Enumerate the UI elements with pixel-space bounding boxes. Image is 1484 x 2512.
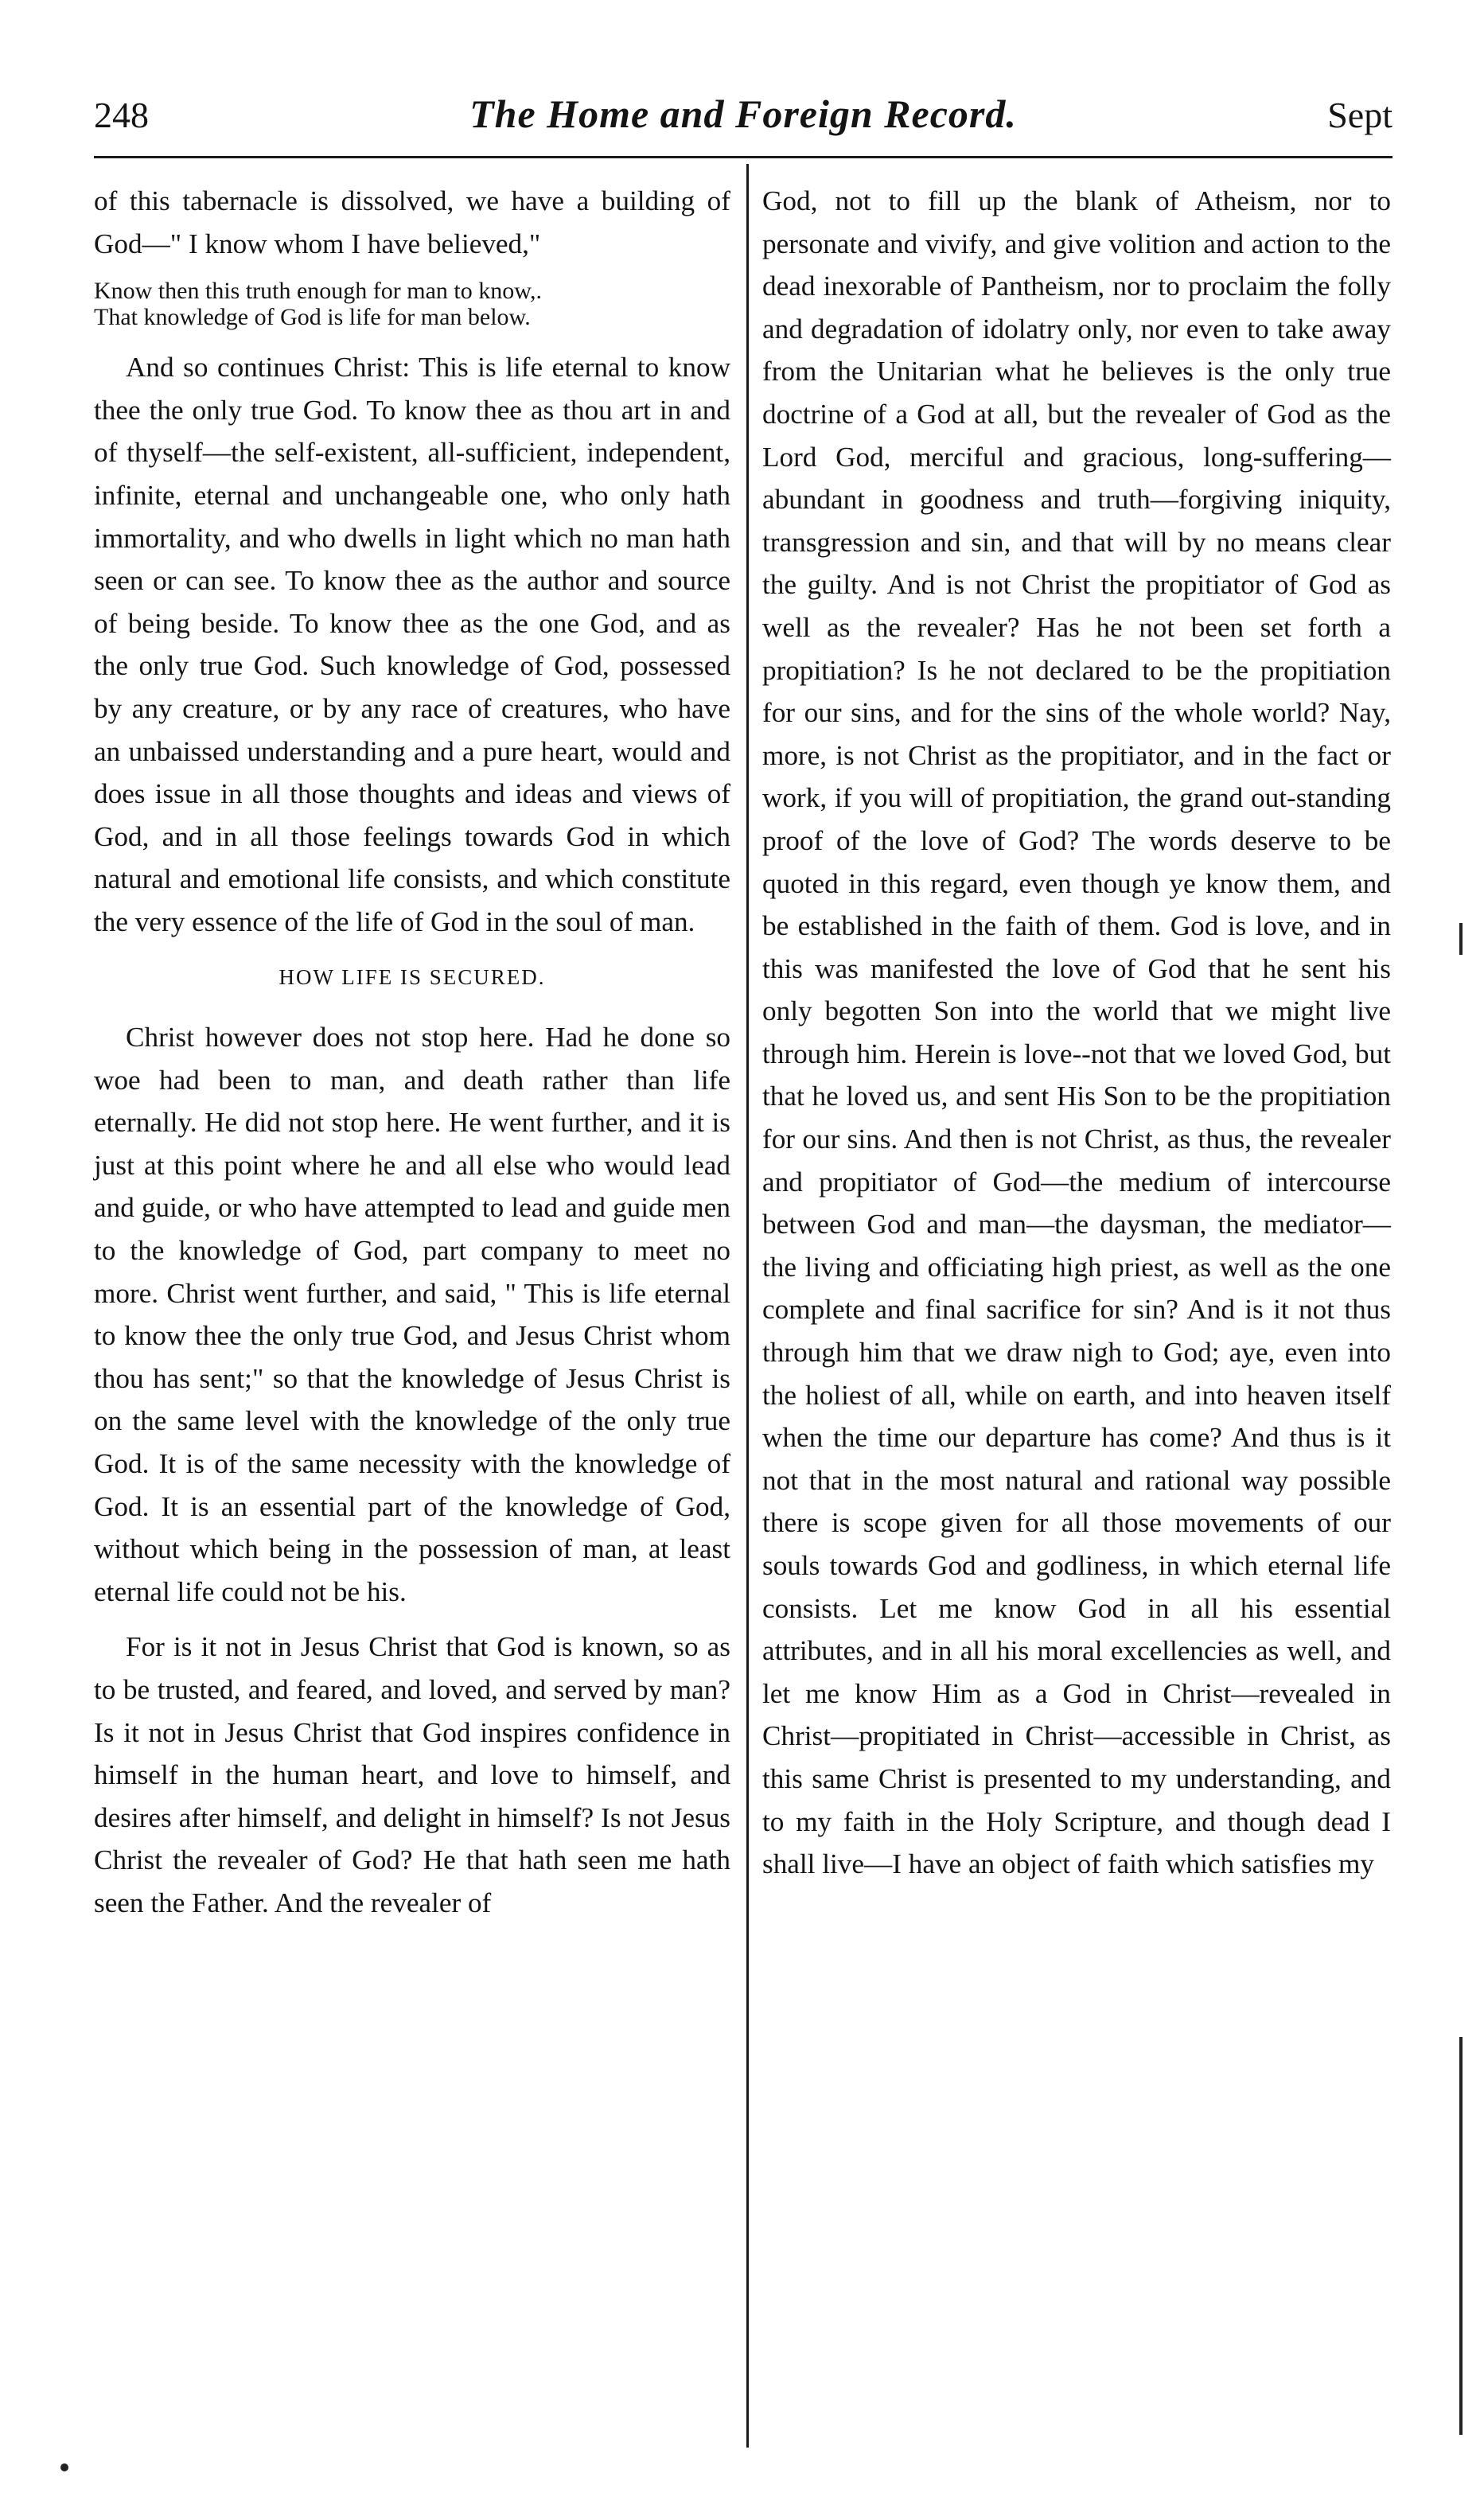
column-divider: [746, 164, 749, 2448]
left-paragraph-4: For is it not in Jesus Christ that God is known, so as to be trusted, and feared, and loved, and served by man? Is it not in Jesus Christ that God inspires confidence in himself in the human heart, and love to himself, and desires after himself, and delight in himself? Is not Jesus Christ the revealer of God? He that hath seen me hath seen the Father. And the revealer of: [94, 1631, 730, 1918]
left-column: [94, 180, 730, 1938]
left-paragraph-3: Christ however does not stop here. Had he done so woe had been to man, and death rather than life eternally. He did not stop here. He went further, and it is just at this point where he and all else who would lead and guide, or who have attempted to lead and guide men to the knowledge of God, part company to meet no more. Christ went further, and said, " This is life eternal to know thee the only true God, and Jesus Christ whom thou has sent;" so that the knowledge of Jesus Christ is on the same level with the knowledge of the only true God. It is of the same necessity with the knowledge of God. It is an essential part of the knowledge of God, without which being in the possession of man, at least eternal life could not be his.: [94, 1022, 730, 1607]
left-paragraph-1: of this tabernacle is dissolved, we have a building of God—" I know whom I have believed,": [94, 185, 730, 259]
running-title: The Home and Foreign Record.: [469, 92, 1017, 136]
verse-line-1: Know then this truth enough for man to know,.: [94, 278, 542, 305]
margin-mark: [1459, 923, 1463, 955]
right-column: [762, 180, 1391, 1899]
page-header: [94, 91, 1392, 154]
margin-edge-mark: [1459, 2037, 1463, 2435]
header-rule: [94, 156, 1392, 158]
margin-dot: [60, 2463, 68, 2471]
verse-line-2: That knowledge of God is life for man below.: [94, 304, 531, 331]
section-subheading: HOW LIFE IS SECURED.: [278, 964, 546, 989]
left-paragraph-2: And so continues Christ: This is life eternal to know thee the only true God. To know thee as thou art in and of thyself—the self-existent, all-sufficient, independent, infinite, eternal and unchangeable one, who only hath immortality, and who dwells in light which no man hath seen or can see. To know thee as the author and source of being beside. To know thee as the one God, and as the only true God. Such knowledge of God, possessed by any creature, or by any race of creatures, who have an unbaissed understanding and a pure heart, would and does issue in all those thoughts and ideas and views of God, and in all those feelings towards God in which natural and emotional life consists, and which constitute the very essence of the life of God in the soul of man.: [94, 352, 730, 937]
running-month: Sept: [1327, 95, 1392, 135]
page-number: 248: [94, 95, 149, 135]
right-paragraph-1: God, not to fill up the blank of Atheism, nor to personate and vivify, and give volition and action to the dead inexorable of Pantheism, nor to proclaim the folly and degradation of idolatry only, nor even to take away from the Unitarian what he believes is the only true doctrine of a God at all, but the revealer of God as the Lord God, merciful and gracious, long-suffering—abundant in goodness and truth—forgiving iniquity, transgression and sin, and that will by no means clear the guilty. And is not Christ the propitiator of God as well as the revealer? Has he not been set forth a propitiation? Is he not declared to be the propitiation for our sins, and for the sins of the whole world? Nay, more, is not Christ as the propitiator, and in the fact or work, if you will of propitiation, the grand out-standing proof of the love of God? The words deserve to be quoted in this regard, even though ye know them, and be established in the faith of them. God is love, and in this was manifested the love of God that he sent his only begotten Son into the world that we might live through him. Herein is love--not that we loved God, but that he loved us, and sent His Son to be the propitiation for our sins. And then is not Christ, as thus, the revealer and propitiator of God—the medium of intercourse between God and man—the daysman, the mediator—the living and officiating high priest, as well as the one complete and final sacrifice for sin? And is it not thus through him that we draw nigh to God; aye, even into the holiest of all, while on earth, and into heaven itself when the time our departure has come? And thus is it not that in the most natural and rational way possible there is scope given for all those movements of our souls towards God and godliness, in which eternal life consists. Let me know God in all his essential attributes, and in all his moral excellencies as well, and let me know Him as a God in Christ—revealed in Christ—propitiated in Christ—accessible in Christ, as this same Christ is presented to my understanding, and to my faith in the Holy Scripture, and though dead I shall live—I have an object of faith which satisfies my: [762, 185, 1391, 1880]
verse-quote: [94, 278, 730, 330]
